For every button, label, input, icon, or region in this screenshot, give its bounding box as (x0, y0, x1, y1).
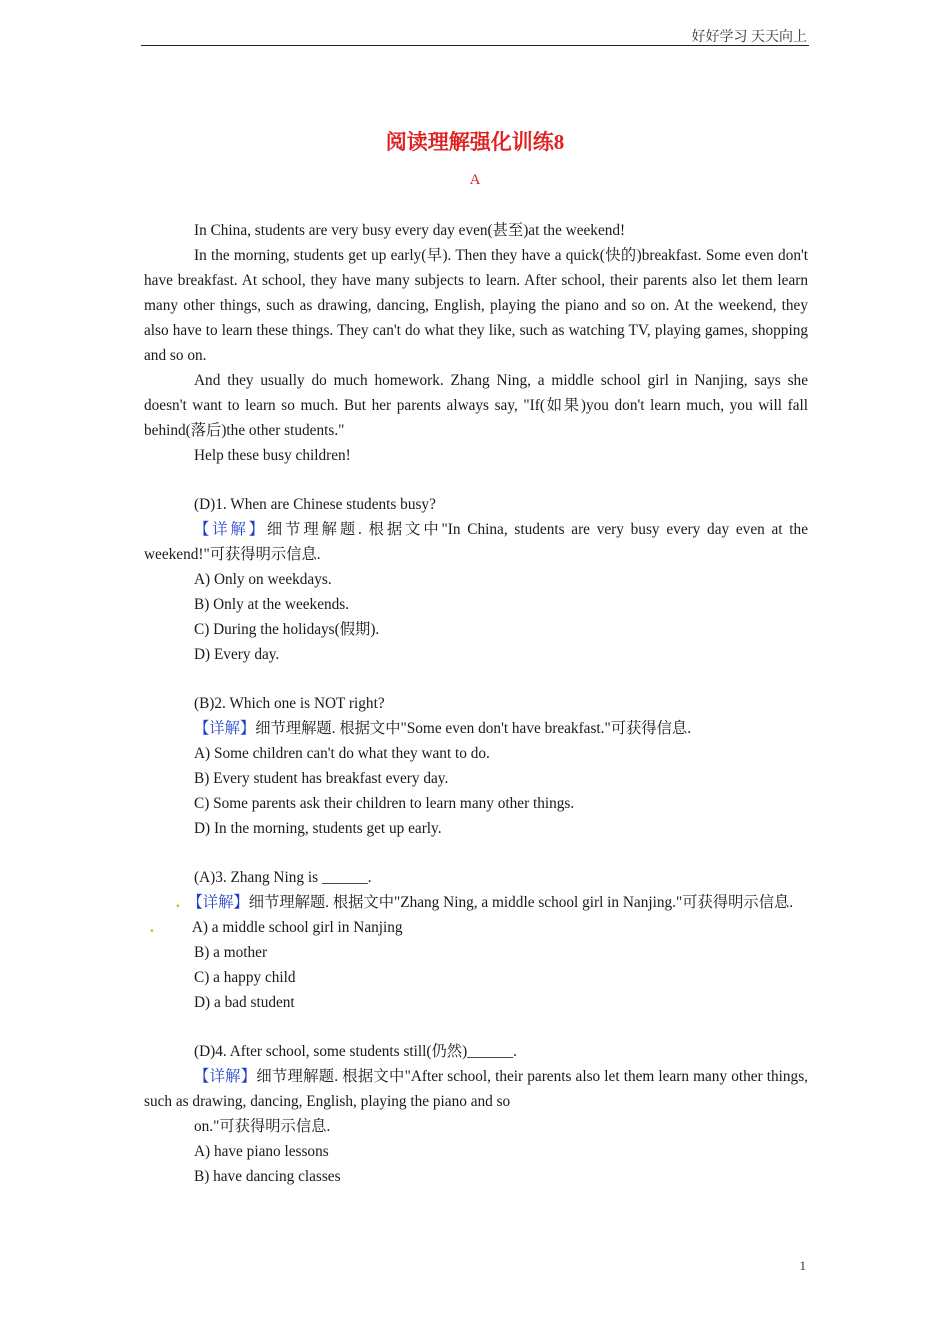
explanation-text: 细节理解题. 根据文中"Some even don't have breakfast."可获得信息. (255, 720, 692, 737)
explanation-continued: on."可获得明示信息. (194, 1118, 331, 1135)
option: A) have piano lessons (194, 1143, 329, 1160)
header-rule (141, 45, 809, 46)
option: . A) a middle school girl in Nanjing (150, 919, 403, 936)
question-explanation (144, 517, 808, 567)
explain-tag: 【详解】 (187, 894, 249, 911)
header-text: 好好学习 天天向上 (691, 30, 807, 45)
option: A) Some children can't do what they want to do. (194, 745, 490, 762)
question-stem: (D)1. When are Chinese students busy? (194, 496, 436, 513)
page-title: 阅读理解强化训练8 (385, 130, 565, 154)
explain-tag: 【详解】 (194, 720, 256, 737)
section-label: A (469, 172, 481, 188)
option: D) a bad student (194, 994, 295, 1011)
question-1 (144, 492, 808, 667)
option: B) a mother (194, 944, 268, 961)
option: C) Some parents ask their children to learn many other things. (194, 795, 575, 812)
option: C) a happy child (194, 969, 296, 986)
document-body (144, 218, 808, 1189)
explanation-text: 细节理解题. 根据文中"After school, their parents also let them learn many other things, such as drawing, dancing, English, playing the piano and so (144, 1068, 808, 1110)
question-stem: (B)2. Which one is NOT right? (194, 695, 385, 712)
passage-paragraph-4: Help these busy children! (194, 447, 351, 464)
marker-dot: . (150, 919, 154, 936)
explanation-text: 细节理解题. 根据文中"Zhang Ning, a middle school girl in Nanjing."可获得明示信息. (248, 894, 794, 911)
option: D) In the morning, students get up early. (194, 820, 442, 837)
question-stem: (A)3. Zhang Ning is ______. (194, 869, 372, 886)
option: B) have dancing classes (194, 1168, 341, 1185)
explain-tag: 【详解】 (194, 1068, 257, 1085)
question-stem: (D)4. After school, some students still(仍然)______. (194, 1043, 517, 1060)
question-explanation (144, 890, 808, 915)
marker-dot: . (176, 894, 180, 911)
question-4 (144, 1039, 808, 1189)
option: D) Every day. (194, 646, 280, 663)
question-explanation (144, 716, 808, 741)
option: A) Only on weekdays. (194, 571, 332, 588)
passage-paragraph-2: In the morning, students get up early(早). Then they have a quick(快的)breakfast. Some even don't have breakfast. At school, they have many subjects to learn. After school, their parents also let them learn many other things, such as drawing, dancing, English, playing the piano and so on. At the weekend, they also have to learn these things. They can't do what they like, such as watching TV, playing games, shopping and so on. (144, 247, 808, 364)
page-number: 1 (799, 1258, 806, 1273)
question-explanation (144, 1064, 808, 1114)
option: B) Only at the weekends. (194, 596, 350, 613)
question-2 (144, 691, 808, 841)
passage-paragraph-1: In China, students are very busy every day even(甚至)at the weekend! (194, 222, 626, 239)
option: C) During the holidays(假期). (194, 621, 380, 638)
explanation-text: 细节理解题. 根据文中"In China, students are very busy every day even at the weekend!"可获得明示信息. (144, 521, 808, 563)
option: B) Every student has breakfast every day. (194, 770, 449, 787)
question-3 (144, 865, 808, 1015)
passage-paragraph-3: And they usually do much homework. Zhang Ning, a middle school girl in Nanjing, says she doesn't want to learn so much. But her parents always say, "If(如果)you don't learn much, you will fall behind(落后)the other students." (144, 372, 808, 439)
explain-tag: 【详解】 (194, 521, 267, 538)
